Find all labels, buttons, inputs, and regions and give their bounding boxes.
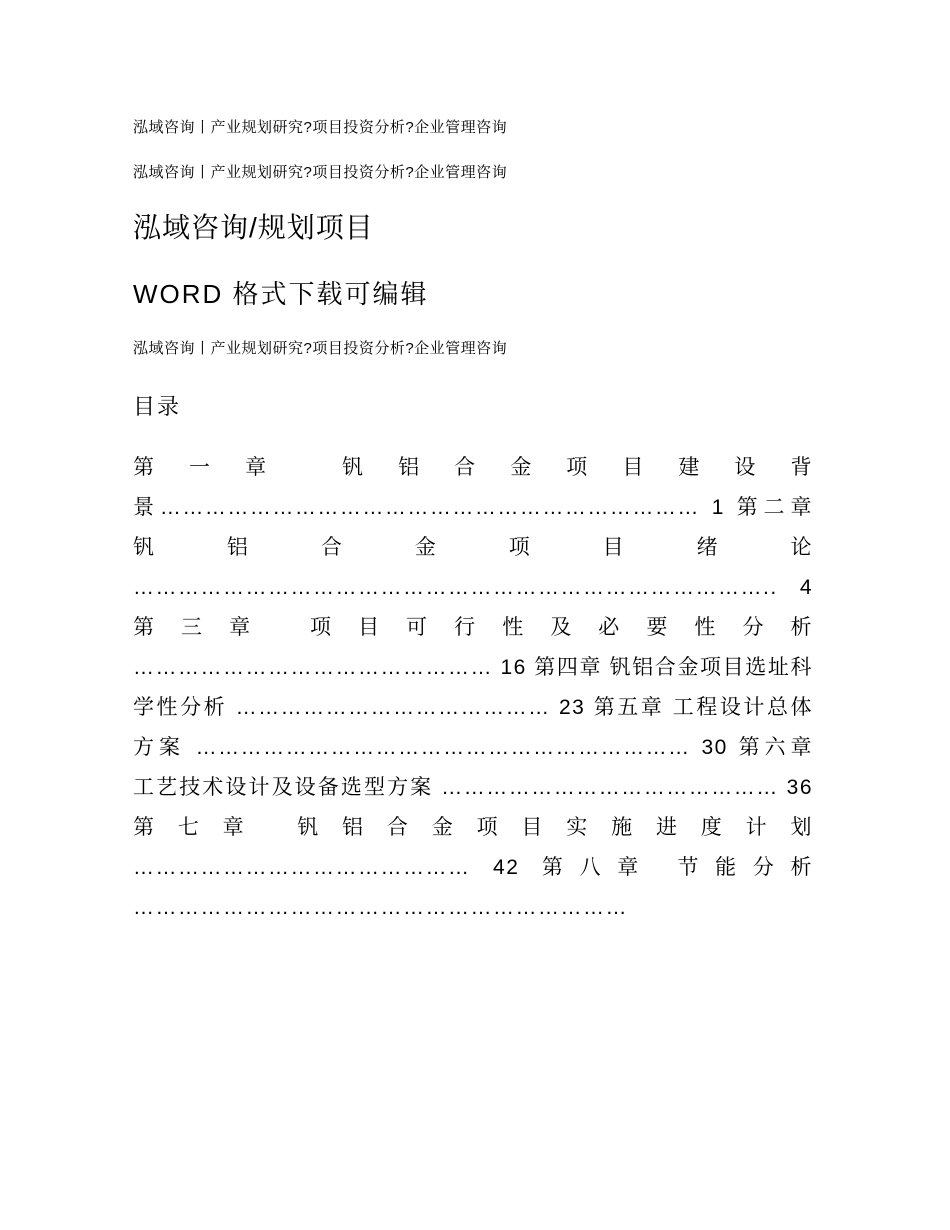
header-line-second: 泓域咨询丨产业规划研究?项目投资分析?企业管理咨询 (133, 164, 508, 181)
header-line-top: 泓域咨询丨产业规划研究?项目投资分析?企业管理咨询 (133, 119, 508, 136)
toc-heading: 目录 (133, 394, 182, 419)
document-title: 泓域咨询/规划项目 (133, 212, 374, 243)
toc-entries: 第一章 钒铝合金项目建设背景……………………………………………………………… 1 第二章 钒铝合金项目绪论 ………………………………………………………………………….. 4 第三章 项目可行性及必要性分析 ………………………………………… 16 第四章 钒铝合金项目选址科学性分析 …………………………………… 23 第五章 工程设计总体方案 ………………………………………………………… 30 第六章 工艺技术设计及设备选型方案 ……………………………………… 36 第七章 钒铝合金项目实施进度计划 ……………………………………… 42 第八章 节能分析 ………………………………………………………… (133, 456, 813, 919)
document-subtitle: WORD 格式下载可编辑 (133, 279, 429, 309)
header-line-third: 泓域咨询丨产业规划研究?项目投资分析?企业管理咨询 (133, 340, 508, 357)
